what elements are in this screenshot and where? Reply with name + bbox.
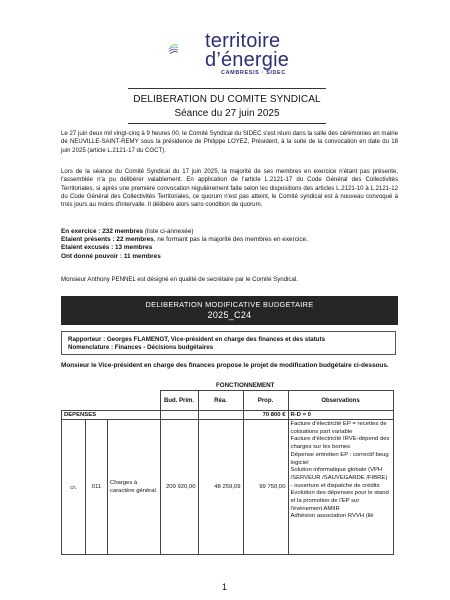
- members-exercice: En exercice : 232 membres: [61, 228, 144, 235]
- rapporteur-box: [61, 331, 396, 355]
- meeting-paragraph: Le 27 juin deux mil vingt-cinq à 9 heures 00, le Comité Syndical du SIDEC s'est réuni dans la salle des cérémonies en mairie de NEUVILLE-SAINT-REMY sous la présidence de Philippe LOYEZ, Président, à la suite de la convocation en date du 18 juin 2025 (article L.2121-17 du CGCT).: [61, 130, 398, 154]
- observation-item: Adhésion association RVVH (lié: [290, 513, 374, 520]
- deliberation-title: DELIBERATION DU COMITE SYNDICAL: [133, 94, 321, 105]
- depenses-row: [62, 411, 394, 420]
- row-rea: 48 259,09: [198, 420, 243, 555]
- quorum-paragraph: Lors de la séance du Comité Syndical du 17 juin 2025, la majorité de ses membres en exercice n'étant pas présente, l'assemblée n'a pu délibérer valablement. En application de l'article L.2121-17 du Code Général des Collectivités Territoriales, si après une première convocation régulièrement faite selon les dispositions des articles L.2121-10 à L.2121-12 du Code Général des Collectivités Territoriales, ce quorum n'est pas atteint, le Comité syndical est à nouveau convoqué à trois jours au moins d'intervalle. Il délibère alors sans condition de quorum.: [61, 168, 398, 209]
- members-excuses: Etaient excusés : 13 membres: [61, 244, 153, 252]
- logo-subtitle: CAMBRESIS · SIDEC: [221, 70, 286, 76]
- header-bud-prim: Bud. Prim.: [160, 391, 198, 411]
- member-counts: [61, 228, 308, 261]
- nomenclature-line: Nomenclature : Finances - Décisions budgétaires: [68, 344, 214, 351]
- table-header-row: [62, 391, 394, 411]
- observation-item: Solution informatique globale (VPH /SERVEUR /SAUVEGARDE /FIBRE) - ouverture et dispatche de crédits: [290, 467, 388, 489]
- territoire-energie-logo: [168, 26, 208, 74]
- section-fonctionnement: FONCTIONNEMENT: [216, 382, 275, 389]
- logo-text-energie: d’énergie: [205, 49, 290, 71]
- members-exercice-note: (liste ci-annexée): [143, 228, 194, 235]
- rapporteur-line: Rapporteur : Georges FLAMENGT, Vice-président en charge des finances et des statuts: [68, 336, 326, 343]
- depenses-label: DEPENSES: [62, 411, 161, 420]
- row-bud-prim: 209 920,00: [160, 420, 198, 555]
- row-label: Charges à caractère général: [108, 420, 161, 555]
- depenses-balance: R-D = 0: [288, 411, 393, 420]
- secretary-sentence: Monsieur Anthony PENNEL est désigné en qualité de secrétaire par le Comité Syndical.: [61, 276, 298, 283]
- deliberation-title-box: [128, 88, 326, 124]
- row-observations: [288, 420, 393, 555]
- depenses-total: 70 800 €: [243, 411, 288, 420]
- logo-text-territoire: territoire: [205, 30, 281, 52]
- members-presents: Etaient présents : 22 membres: [61, 236, 154, 244]
- row-code: 011: [86, 420, 108, 555]
- budget-table: [61, 390, 394, 555]
- page-number: 1: [222, 582, 228, 592]
- session-date: Séance du 27 juin 2025: [174, 108, 280, 119]
- row-chapter: Ch.: [62, 420, 86, 555]
- observation-item: Dépense entretien EP : correctif beug logiciel: [290, 451, 389, 466]
- banner-reference: 2025_C24: [207, 310, 252, 320]
- banner-title: DELIBERATION MODIFICATIVE BUDGETAIRE: [145, 300, 314, 309]
- header-rea: Réa.: [198, 391, 243, 411]
- row-prop: 99 750,00: [243, 420, 288, 555]
- header-prop: Prop.: [243, 391, 288, 411]
- table-row: [62, 420, 394, 555]
- observation-item: Facture d'électricité IRVE-dépend des charges sur les bornes: [290, 436, 390, 451]
- members-pouvoir: Ont donné pouvoir : 11 membres: [61, 252, 161, 260]
- intro-sentence: Monsieur le Vice-président en charge des finances propose le projet de modification budgétaire ci-dessous.: [61, 362, 389, 369]
- header-observations: Observations: [288, 391, 393, 411]
- observation-item: Evolution des dépenses pour le stand et la promotion de l'EP sur l'évènement AMIIR: [290, 490, 389, 512]
- deliberation-banner: [61, 296, 398, 325]
- members-presents-note: , ne formant pas la majorité des membres en exercice.: [153, 236, 308, 244]
- observation-item: Facture d'électricité EP = recettes de cotisations part variable: [290, 421, 387, 435]
